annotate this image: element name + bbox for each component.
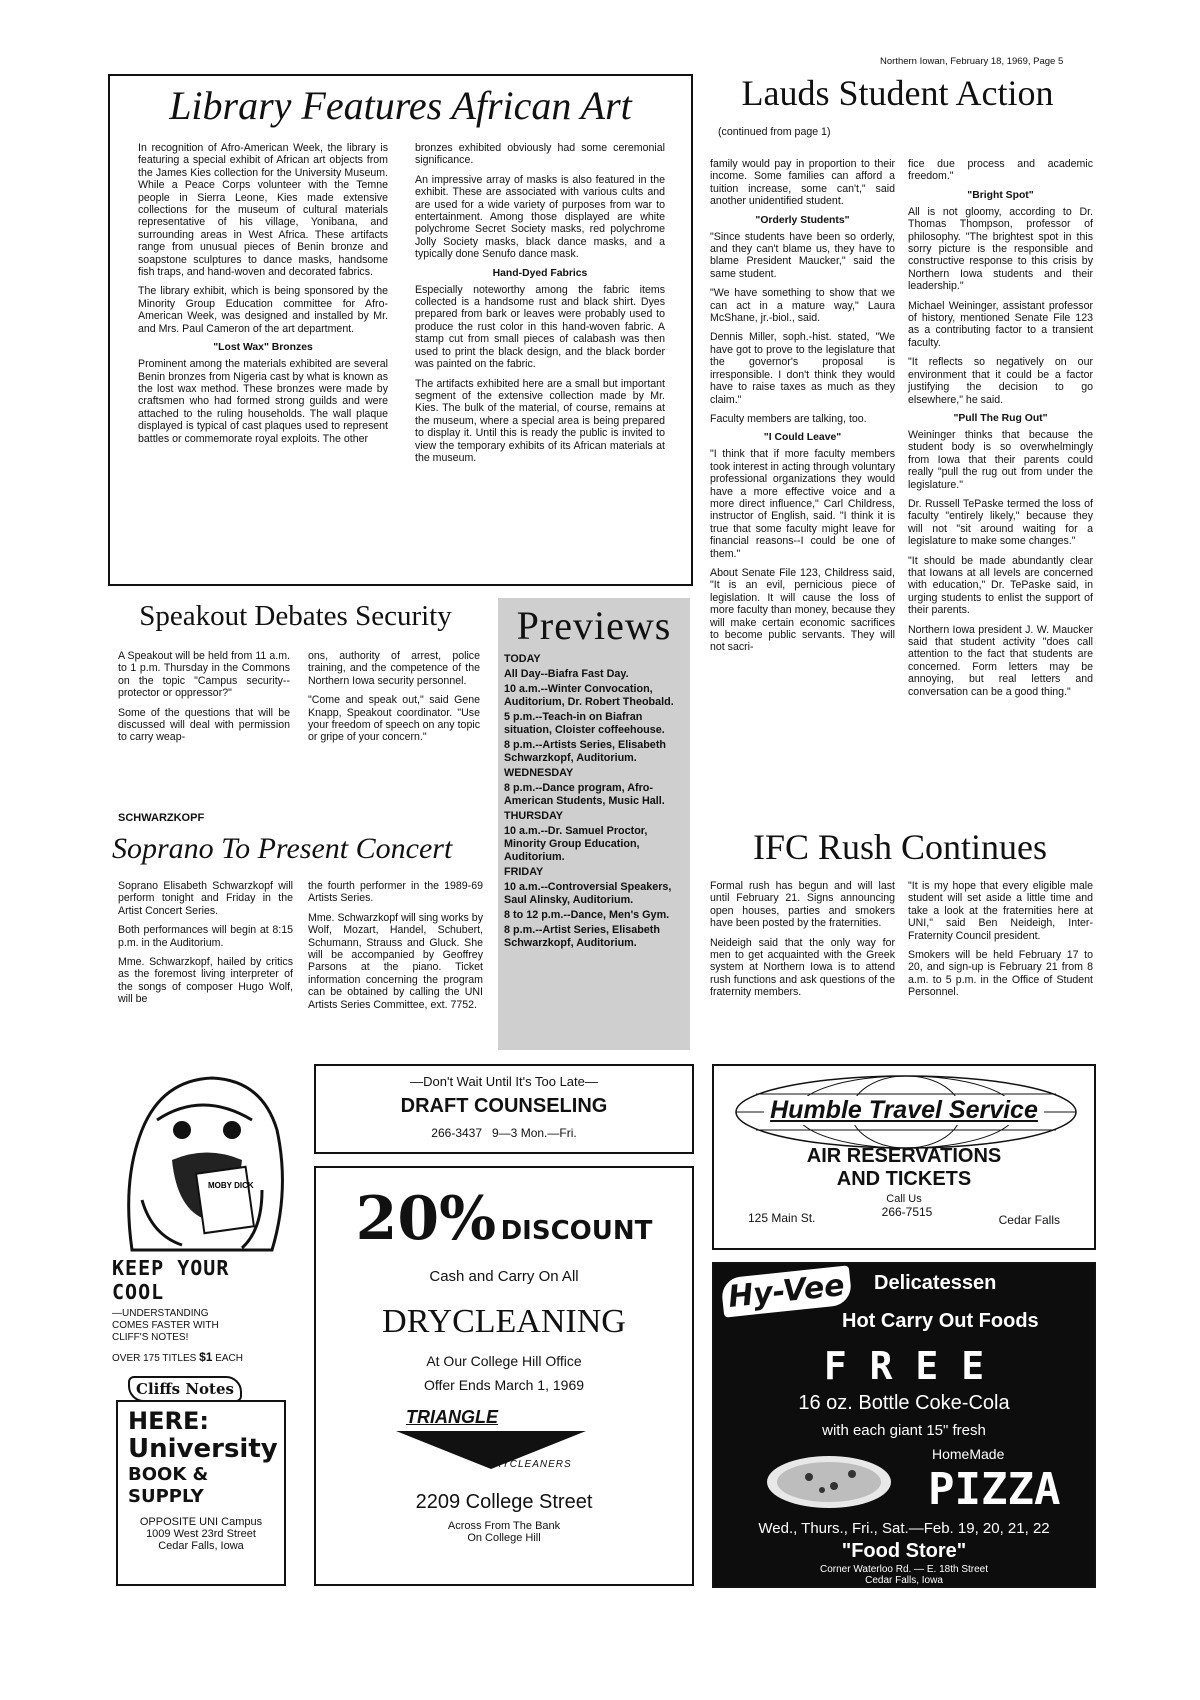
preview-item: 8 to 12 p.m.--Dance, Men's Gym. [504, 909, 670, 921]
soprano-paragraph: Soprano Elisabeth Schwarzkopf will perform tonight and Friday in the Artist Concert Series. [118, 880, 293, 917]
travel-call: Call Us [886, 1193, 922, 1205]
lauds-column-1 [710, 158, 895, 661]
ifc-paragraph: "It is my hope that every eligible male student will set aside a little time and take a look at the fraternities here at UNI," said Ben Neideigh, Inter-Fraternity Council president. [908, 880, 1093, 942]
library-column-1 [138, 142, 388, 452]
lauds-paragraph: "I think that if more faculty members took interest in acting through voluntary professional organizations they would have a more effective voice and a more direct influence," Carl Childress, instructor of English, said. "I think it is true that some faculty might leave for financial reasons--I could be one of them." [710, 448, 895, 560]
preview-item: 8 p.m.--Artists Series, Elisabeth Schwarzkopf, Auditorium. [504, 739, 667, 764]
ifc-column-1 [710, 880, 895, 1006]
lauds-subhead-leave: "I Could Leave" [763, 432, 842, 444]
lauds-continued: (continued from page 1) [718, 126, 831, 138]
preview-item: All Day--Biafra Fast Day. [504, 668, 629, 680]
library-paragraph: Especially noteworthy among the fabric items collected is a handsome rust and black shirt. Dyes prepared from bark or leaves were probably used to produce the rust color in this hand-woven fabric. A stamp cut from small pieces of calabash was then used to print the black design, and the black border was painted on the fabric. [415, 283, 665, 371]
lauds-paragraph: "Since students have been so orderly, and they can't blame us, they have to blame President Maucker," said the same student. [710, 230, 895, 280]
discount-word: DISCOUNT [500, 1216, 653, 1246]
lauds-paragraph: "We have something to show that we can act in a mature way," Laura McShane, jr.-biol., said. [710, 287, 895, 325]
hyvee-pizza: PIZZA [928, 1464, 1061, 1515]
travel-city: Cedar Falls [998, 1213, 1060, 1227]
soprano-paragraph: the fourth performer in the 1989-69 Artists Series. [308, 880, 483, 905]
hyvee-store: "Food Store" [841, 1540, 967, 1562]
bookstore-here: HERE: [128, 1407, 209, 1435]
bookstore-ad [116, 1400, 286, 1586]
library-paragraph: bronzes exhibited obviously had some ceremonial significance. [415, 142, 665, 167]
cliffs-price: $1 [199, 1350, 213, 1364]
lauds-paragraph: fice due process and academic freedom." [908, 158, 1093, 183]
lauds-paragraph: family would pay in proportion to their income. Some families can afford a tuition increase, some can't," said another unidentified student. [710, 158, 895, 208]
bookstore-name: University [128, 1434, 278, 1464]
hyvee-free: F R E E [823, 1344, 985, 1388]
lauds-subhead-orderly: "Orderly Students" [755, 214, 850, 226]
previews-headline: Previews [516, 603, 672, 648]
library-paragraph: The artifacts exhibited here are a small but important segment of the extensive collection made by Mr. Kies. The bulk of the material, of course, remains at the museum, where a special area is being prepared to display it. Until this is ready the public is invited to view the temporary exhibits of its African materials at the museum. [415, 377, 665, 464]
speakout-paragraph: Some of the questions that will be discussed will deal with permission to carry weap- [118, 706, 290, 744]
hyvee-homemade: HomeMade [932, 1446, 1005, 1462]
cliffs-line1: —UNDERSTANDING COMES FASTER WITH CLIFF'S NOTES! [112, 1308, 219, 1343]
soprano-paragraph: Both performances will begin at 8:15 p.m. in the Auditorium. [118, 924, 293, 949]
speakout-paragraph: "Come and speak out," said Gene Knapp, Speakout coordinator. "Use your freedom of speech on any topic or gripe of your concern." [308, 694, 480, 744]
library-headline: Library Features African Art [169, 83, 632, 128]
draft-top: —Don't Wait Until It's Too Late— [410, 1074, 598, 1089]
speakout-paragraph: A Speakout will be held from 11 a.m. to 1 p.m. Thursday in the Commons on the topic "Campus security--protector or oppressor?" [118, 650, 290, 700]
travel-bottom-row [714, 1205, 1094, 1227]
lauds-paragraph: "It reflects so negatively on our environment that it could be a factor justifying the decision to go elsewhere," he said. [908, 356, 1093, 406]
triangle-line1: Cash and Carry On All [429, 1268, 579, 1285]
cliffs-titles: OVER 175 TITLES [112, 1353, 197, 1364]
ifc-paragraph: Formal rush has begun and will last until February 21. Signs announcing open houses, parties and smokers have been posted by the fraternities. [710, 880, 895, 930]
lauds-paragraph: Dennis Miller, soph.-hist. stated, "We have got to prove to the legislature that the governor's proposal is irresponsible. I don't think they would have to raise taxes as much as they claim." [710, 331, 895, 406]
hyvee-deli: Delicatessen [874, 1272, 997, 1294]
preview-item: 10 a.m.--Winter Convocation, Auditorium, Dr. Robert Theobald. [504, 683, 674, 708]
soprano-paragraph: Mme. Schwarzkopf, hailed by critics as the foremost living interpreter of the songs of composer Hugo Wolf, will be [118, 956, 293, 1006]
triangle-line3: Offer Ends March 1, 1969 [423, 1377, 585, 1393]
library-column-2 [415, 142, 665, 471]
triangle-big: DRYCLEANING [382, 1303, 626, 1340]
speakout-column-1 [118, 650, 290, 751]
lauds-paragraph: Faculty members are talking, too. [710, 412, 867, 425]
hyvee-dates: Wed., Thurs., Fri., Sat.—Feb. 19, 20, 21, 22 [758, 1520, 1050, 1537]
travel-name: Humble Travel Service [764, 1096, 1044, 1125]
hyvee-with: with each giant 15" fresh [822, 1422, 986, 1439]
preview-item: 8 p.m.--Artist Series, Elisabeth Schwarzkopf, Auditorium. [504, 924, 661, 949]
library-paragraph: An impressive array of masks is also featured in the exhibit. These are associated with various cults and are used for a wide variety of purposes from war to entertainment. Among those displayed are white polychrome Secret Society masks, red polychrome Jolly Society masks, black dance masks, and a typically done Senufo dance mask. [415, 173, 665, 261]
ifc-paragraph: Smokers will be held February 17 to 20, and sign-up is February 21 from 8 a.m. to 5 p.m. in the Office of Student Personnel. [908, 949, 1093, 999]
preview-item: TODAY [504, 653, 541, 665]
bookstore-line2: 1009 West 23rd Street [146, 1528, 256, 1540]
lauds-subhead-bright: "Bright Spot" [967, 189, 1034, 201]
hyvee-logo: Hy-Vee [720, 1265, 852, 1317]
lauds-paragraph: Weininger thinks that because the student body is so overwhelmingly from Iowa that their parents could really "pull the rug out from under the legislature." [908, 428, 1093, 491]
travel-phone: 266-7515 [881, 1205, 933, 1219]
lauds-subhead-rug: "Pull The Rug Out" [953, 412, 1048, 424]
library-paragraph: The library exhibit, which is being sponsored by the Minority Group Education committee for Afro-American Week, was designed and installed by Mr. and Mrs. Paul Cameron of the art department. [138, 285, 388, 335]
preview-item: 10 a.m.--Controversial Speakers, Saul Alinsky, Auditorium. [504, 881, 672, 906]
triangle-logo-sub: DRYCLEANERS [486, 1459, 572, 1470]
draft-title: DRAFT COUNSELING [400, 1095, 608, 1117]
bookstore-name2: BOOK & SUPPLY [128, 1464, 209, 1507]
library-paragraph: In recognition of Afro-American Week, the library is featuring a special exhibit of African art objects from the James Kies collection for the University Museum. While a Peace Corps volunteer with the Temne people in Sierra Leone, Kies made extensive collections for the museum of cultural materials representative of his village, Yonibana, and surrounding areas in West Africa. These artifacts range from unusual pieces of Benin bronze and soapstone sculptures to dance masks, handsome fish traps, and hand-woven and decorated fabrics. [138, 142, 388, 279]
hyvee-coke: 16 oz. Bottle Coke-Cola [798, 1392, 1010, 1414]
preview-item: 5 p.m.--Teach-in on Biafran situation, Cloister coffeehouse. [504, 711, 665, 736]
ifc-paragraph: Neideigh said that the only way for men to get acquainted with the Greek system at Northern Iowa is to attend rush functions and ask questions of the fraternity members. [710, 936, 895, 999]
lauds-column-2 [908, 158, 1093, 705]
bookstore-line3: Cedar Falls, Iowa [158, 1540, 244, 1552]
soprano-label: SCHWARZKOPF [118, 812, 205, 824]
triangle-logo-block [316, 1407, 692, 1477]
library-subhead-bronzes: "Lost Wax" Bronzes [213, 342, 313, 354]
draft-counseling-ad [314, 1064, 694, 1154]
lauds-headline: Lauds Student Action [741, 73, 1054, 113]
soprano-column-2 [308, 880, 483, 1018]
preview-item: 10 a.m.--Dr. Samuel Proctor, Minority Group Education, Auditorium. [504, 825, 648, 863]
triangle-drycleaners-ad [314, 1166, 694, 1586]
moby-dick-text: MOBY DICK [208, 1181, 254, 1190]
library-subhead-fabrics: Hand-Dyed Fabrics [492, 267, 588, 279]
cliffs-headline: KEEP YOUR COOL [112, 1256, 230, 1304]
travel-addr: 125 Main St. [748, 1211, 816, 1225]
running-head: Northern Iowan, February 18, 1969, Page 5 [880, 56, 1064, 67]
hyvee-carry: Hot Carry Out Foods [842, 1310, 1039, 1332]
speakout-headline: Speakout Debates Security [139, 600, 452, 632]
bookstore-line1: OPPOSITE UNI Campus [139, 1516, 263, 1528]
preview-item: FRIDAY [504, 866, 544, 878]
soprano-paragraph: Mme. Schwarzkopf will sing works by Wolf, Mozart, Handel, Schubert, Schumann, Strauss and Gluck. She will be accompanied by Geoffrey Parsons at the piano. Ticket information concerning the program can be obtained by calling the UNI Artists Series Committee, ext. 7752. [308, 911, 483, 1011]
triangle-addr: 2209 College Street [415, 1491, 593, 1513]
ifc-headline: IFC Rush Continues [752, 827, 1048, 867]
lauds-paragraph: Northern Iowa president J. W. Maucker said that student activity "does call attention to the fact that students are concerned. Form letters may be annoying, but real letters and conversation can be a good thing." [908, 623, 1093, 698]
triangle-logo-text: TRIANGLE [406, 1407, 498, 1427]
triangle-line2: At Our College Hill Office [426, 1353, 582, 1369]
hyvee-ad [712, 1262, 1096, 1588]
library-article [108, 74, 693, 586]
previews-list [498, 653, 690, 950]
previews-box [498, 598, 690, 1050]
soprano-column-1 [118, 880, 293, 1013]
cliffs-logo: Cliffs Notes [128, 1376, 242, 1402]
ifc-column-2 [908, 880, 1093, 1006]
preview-item: THURSDAY [504, 810, 563, 822]
lauds-paragraph: Michael Weininger, assistant professor of history, mentioned Senate File 123 as a contributing factor to a transient faculty. [908, 299, 1093, 349]
draft-info: 266-3437 9—3 Mon.—Fri. [431, 1126, 577, 1140]
humble-travel-ad [712, 1064, 1096, 1250]
lauds-paragraph: About Senate File 123, Childress said, "It is an evil, pernicious piece of legislation. It will cause the loss of more faculty than money, because they will make certain economic sacrifices to become public servants. They will not sacri- [710, 566, 895, 654]
lauds-paragraph: Dr. Russell TePaske termed the loss of faculty "entirely likely," because they will not "sit around waiting for a legislature to make some changes." [908, 497, 1093, 548]
lauds-paragraph: "It should be made abundantly clear that Iowans at all levels are concerned with education," Dr. TePaske said, in urging students to enlist the support of their parents. [908, 554, 1093, 617]
hyvee-city: Cedar Falls, Iowa [865, 1575, 943, 1586]
travel-line1: AIR RESERVATIONS [806, 1145, 1002, 1167]
preview-item: 8 p.m.--Dance program, Afro-American Students, Music Hall. [504, 782, 665, 807]
lauds-paragraph: All is not gloomy, according to Dr. Thomas Thompson, professor of philosophy. "The brightest spot in this sorry picture is the responsible and constructive response to this crisis by Northern Iowa students and their leadership." [908, 205, 1093, 293]
lion-illustration [112, 1060, 292, 1256]
preview-item: WEDNESDAY [504, 767, 574, 779]
triangle-addr3: On College Hill [467, 1532, 541, 1544]
discount-percent: 20% [355, 1184, 497, 1254]
cliffs-notes-ad [112, 1060, 292, 1398]
cliffs-each: EACH [215, 1353, 244, 1364]
travel-line2: AND TICKETS [836, 1168, 972, 1190]
cliffs-line2 [112, 1350, 292, 1364]
library-paragraph: Prominent among the materials exhibited are several Benin bronzes from Nigeria cast by what is known as the lost wax method. These bronzes were made by craftsmen who had formed strong guilds and were attached to the ruling households. The wall plaque displayed is typical of cast plaques used to represent battles or commemorate royal exploits. The other [138, 358, 388, 445]
discount-row [316, 1184, 692, 1254]
soprano-headline: Soprano To Present Concert [112, 832, 453, 865]
triangle-addr2: Across From The Bank [447, 1520, 561, 1532]
speakout-column-2 [308, 650, 480, 751]
speakout-paragraph: ons, authority of arrest, police training, and the competence of the Northern Iowa security personnel. [308, 650, 480, 687]
hyvee-corner: Corner Waterloo Rd. — E. 18th Street [819, 1564, 989, 1575]
pizza-icon [764, 1452, 894, 1512]
